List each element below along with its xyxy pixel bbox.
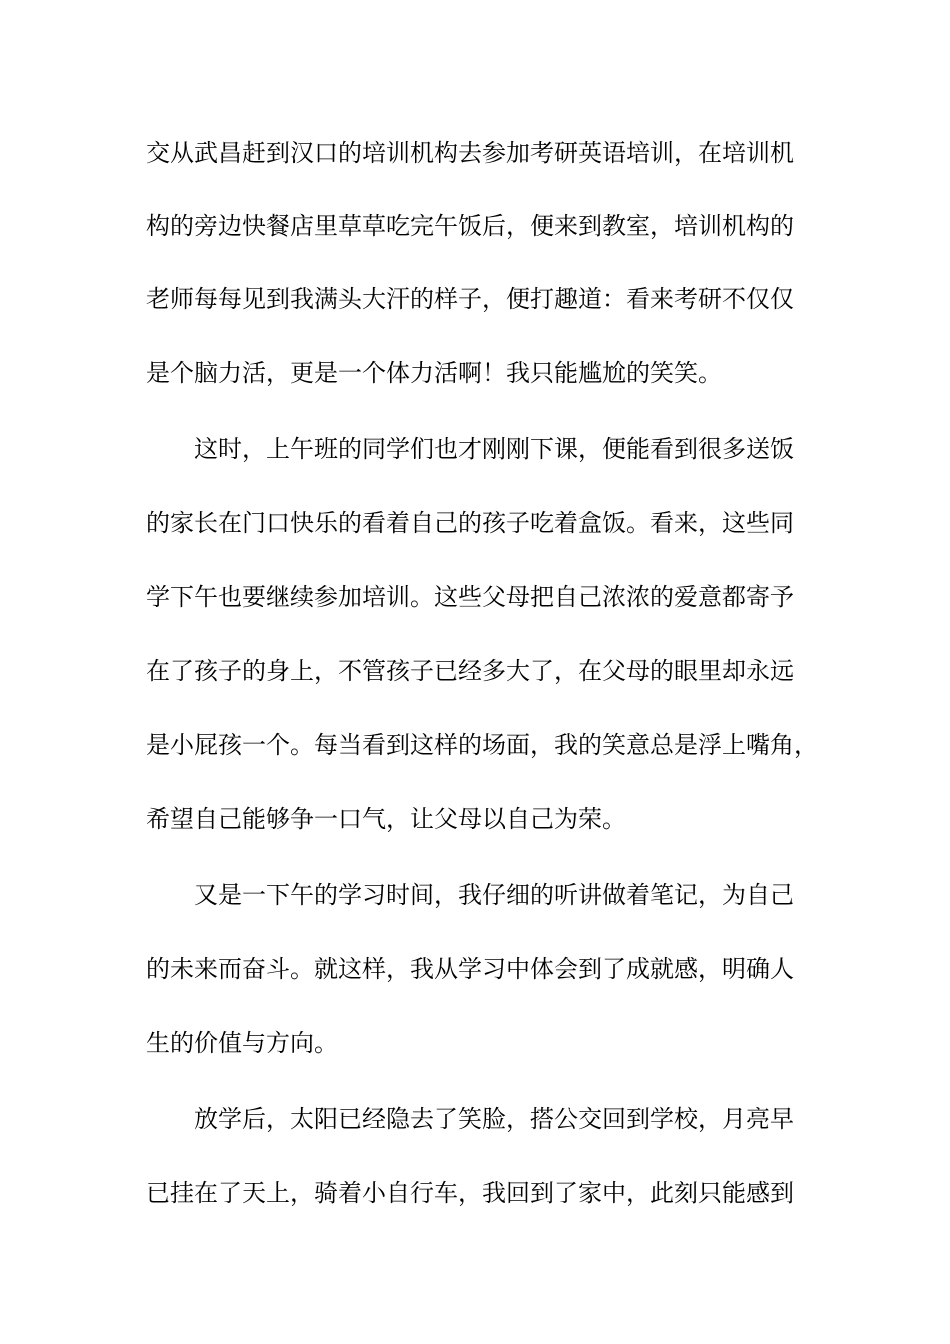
text-line: 已挂在了天上，骑着小自行车，我回到了家中，此刻只能感到 [146, 1179, 794, 1207]
text-line: 是个脑力活，更是一个体力活啊！我只能尴尬的笑笑。 [146, 359, 722, 387]
text-line: 的未来而奋斗。就这样，我从学习中体会到了成就感，明确人 [146, 955, 794, 983]
paragraph-first-line: 又是一下午的学习时间，我仔细的听讲做着笔记，为自己 [194, 881, 794, 909]
text-line: 生的价值与方向。 [146, 1029, 338, 1057]
text-line: 希望自己能够争一口气，让父母以自己为荣。 [146, 805, 626, 833]
text-line: 交从武昌赶到汉口的培训机构去参加考研英语培训，在培训机 [146, 139, 794, 167]
paragraph-first-line: 这时，上午班的同学们也才刚刚下课，便能看到很多送饭 [194, 435, 794, 463]
text-line: 在了孩子的身上，不管孩子已经多大了，在父母的眼里却永远 [146, 657, 794, 685]
text-line: 构的旁边快餐店里草草吃完午饭后，便来到教室，培训机构的 [146, 212, 794, 240]
text-line: 学下午也要继续参加培训。这些父母把自己浓浓的爱意都寄予 [146, 583, 794, 611]
paragraph-first-line: 放学后，太阳已经隐去了笑脸，搭公交回到学校，月亮早 [194, 1105, 794, 1133]
text-line: 老师每每见到我满头大汗的样子，便打趣道：看来考研不仅仅 [146, 285, 794, 313]
text-line: 是小屁孩一个。每当看到这样的场面，我的笑意总是浮上嘴角， [146, 731, 818, 759]
text-line: 的家长在门口快乐的看着自己的孩子吃着盒饭。看来，这些同 [146, 509, 794, 537]
